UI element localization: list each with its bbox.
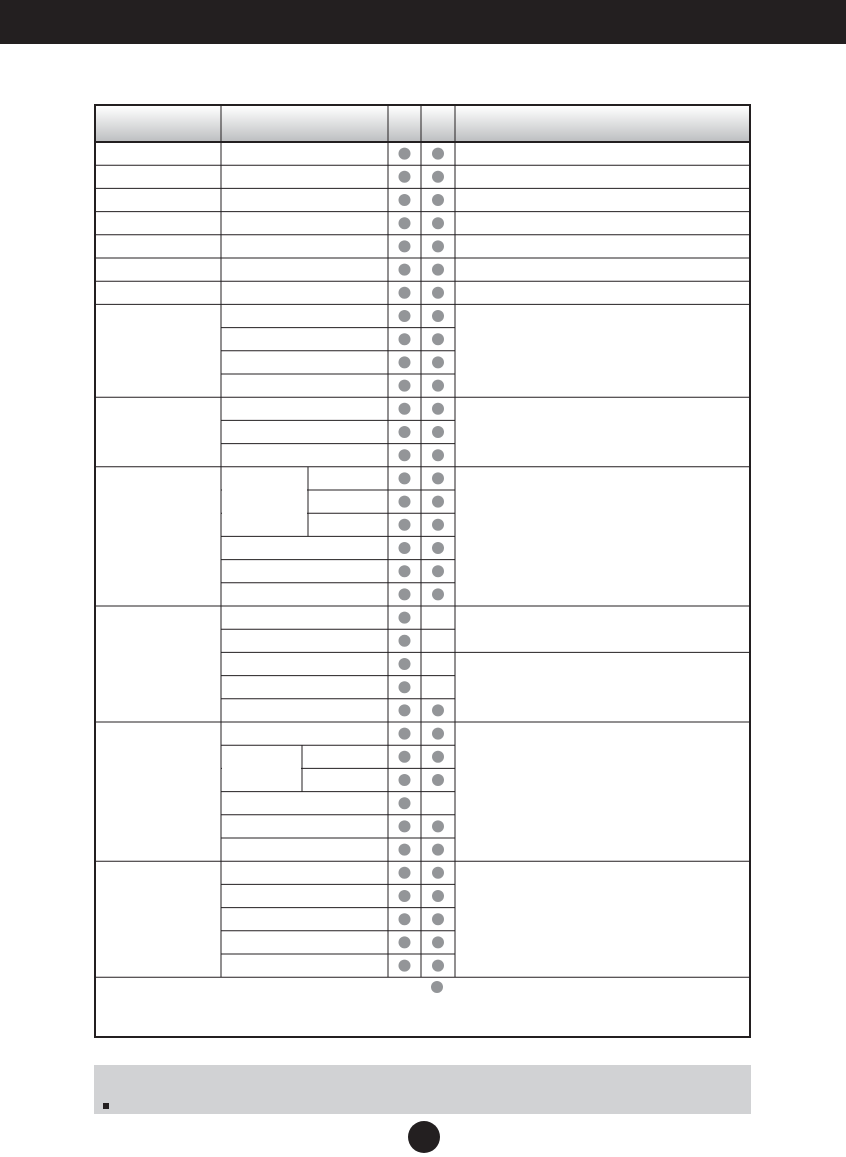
support-dot-a: [399, 588, 411, 600]
support-dot-a: [399, 820, 411, 832]
support-dot-a: [399, 240, 411, 252]
support-dot-a: [399, 542, 411, 554]
support-dot-a: [399, 704, 411, 716]
support-dot-a: [399, 681, 411, 693]
support-dot-b: [432, 426, 444, 438]
support-dot-b: [432, 565, 444, 577]
support-dot-a: [399, 194, 411, 206]
support-dot-a: [399, 333, 411, 345]
support-dot-a: [399, 449, 411, 461]
support-dot-a: [399, 890, 411, 902]
support-dot-b: [432, 264, 444, 276]
support-dot-b: [432, 287, 444, 299]
support-dot-b: [432, 867, 444, 879]
support-dot-b: [432, 449, 444, 461]
page-number-badge: [408, 1121, 440, 1153]
support-dot-b: [432, 728, 444, 740]
support-dot-a: [399, 171, 411, 183]
support-dot-b: [432, 960, 444, 972]
support-dot-b: [432, 194, 444, 206]
support-dot-a: [399, 426, 411, 438]
support-dot-b: [432, 310, 444, 322]
support-dot-b: [432, 403, 444, 415]
support-dot-a: [399, 797, 411, 809]
support-dot-b: [432, 890, 444, 902]
support-dot-a: [399, 565, 411, 577]
support-dot-a: [399, 287, 411, 299]
merged-cell-mask: [222, 767, 301, 769]
support-dot-a: [399, 148, 411, 160]
support-dot-a: [399, 844, 411, 856]
support-dot-a: [399, 519, 411, 531]
support-dot-a: [399, 774, 411, 786]
support-dot-a: [399, 751, 411, 763]
support-dot-a: [399, 264, 411, 276]
support-dot-a: [399, 867, 411, 879]
support-dot-b: [432, 704, 444, 716]
support-dot-b: [432, 936, 444, 948]
support-dot-b: [432, 588, 444, 600]
support-dot-b: [432, 542, 444, 554]
merged-cell-mask: [222, 489, 307, 491]
support-dot-b: [432, 496, 444, 508]
support-dot-b: [432, 380, 444, 392]
support-dot-a: [399, 913, 411, 925]
support-dot-a: [399, 496, 411, 508]
support-dot-b: [432, 148, 444, 160]
support-dot-b: [432, 774, 444, 786]
note-box: [94, 1065, 751, 1114]
support-dot-b: [432, 844, 444, 856]
support-dot-a: [399, 356, 411, 368]
support-dot-b: [432, 751, 444, 763]
support-dot-a: [399, 936, 411, 948]
support-dot-b: [432, 240, 444, 252]
support-dot-b: [432, 472, 444, 484]
support-dot-a: [399, 403, 411, 415]
footnote-dot: [431, 981, 443, 993]
support-dot-a: [399, 658, 411, 670]
support-dot-b: [432, 333, 444, 345]
support-dot-a: [399, 472, 411, 484]
table-header-row: [96, 106, 749, 142]
support-dot-a: [399, 217, 411, 229]
support-dot-b: [432, 913, 444, 925]
support-dot-b: [432, 356, 444, 368]
support-dot-a: [399, 960, 411, 972]
support-dot-a: [399, 380, 411, 392]
note-bullet: [103, 1103, 109, 1109]
support-dot-a: [399, 635, 411, 647]
support-dot-a: [399, 612, 411, 624]
support-dot-a: [399, 728, 411, 740]
merged-cell-mask: [222, 512, 307, 514]
support-dot-b: [432, 171, 444, 183]
support-dot-a: [399, 310, 411, 322]
support-dot-b: [432, 217, 444, 229]
support-dot-b: [432, 820, 444, 832]
support-dot-b: [432, 519, 444, 531]
